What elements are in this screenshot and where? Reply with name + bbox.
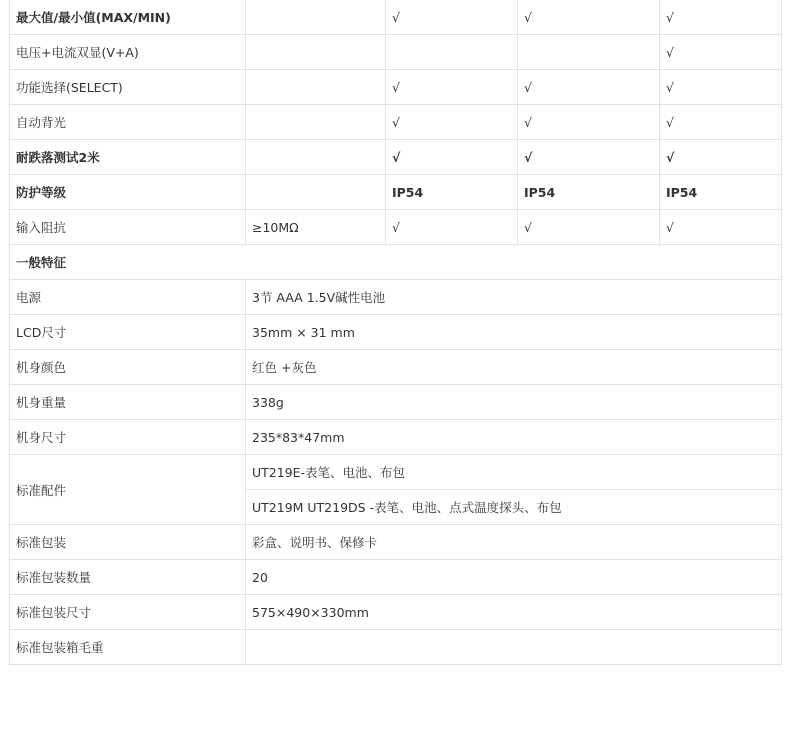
row-label: 电源 [10,280,246,315]
model-2-mark [518,35,660,70]
model-2-mark: √ [518,140,660,175]
row-value: 3节 AAA 1.5V碱性电池 [246,280,782,315]
row-label: 机身重量 [10,385,246,420]
row-value [246,175,386,210]
row-value: ≥10MΩ [246,210,386,245]
row-value [246,70,386,105]
row-value: 35mm × 31 mm [246,315,782,350]
row-label: 功能选择(SELECT) [10,70,246,105]
row-backlight [10,105,782,140]
row-label: 标准包装箱毛重 [10,630,246,665]
model-1-mark [386,35,518,70]
row-value: 235*83*47mm [246,420,782,455]
row-label: 输入阻抗 [10,210,246,245]
model-1-mark: √ [386,140,518,175]
model-3-mark: √ [660,140,782,175]
row-gross-weight [10,630,782,665]
model-1-mark: √ [386,70,518,105]
row-label: 电压+电流双显(V+A) [10,35,246,70]
row-packaging [10,525,782,560]
row-value [246,140,386,175]
row-value [246,630,782,665]
model-3-mark: √ [660,210,782,245]
model-1-mark: √ [386,210,518,245]
row-value [246,105,386,140]
row-dual-display [10,35,782,70]
row-label: 标准包装尺寸 [10,595,246,630]
row-drop-test [10,140,782,175]
row-size [10,420,782,455]
model-2-mark: √ [518,105,660,140]
spec-table [9,0,782,665]
model-3-mark: √ [660,105,782,140]
row-label: 防护等级 [10,175,246,210]
model-3-rating: IP54 [660,175,782,210]
row-pack-qty [10,560,782,595]
row-impedance [10,210,782,245]
row-label: LCD尺寸 [10,315,246,350]
row-value: 红色 +灰色 [246,350,782,385]
model-2-mark: √ [518,210,660,245]
model-1-mark: √ [386,105,518,140]
row-label: 机身颜色 [10,350,246,385]
row-label: 标准配件 [10,455,246,525]
model-2-mark: √ [518,70,660,105]
model-2-rating: IP54 [518,175,660,210]
row-value: 彩盒、说明书、保修卡 [246,525,782,560]
row-value: 338g [246,385,782,420]
row-value: 575×490×330mm [246,595,782,630]
row-accessories [10,455,782,490]
row-label: 自动背光 [10,105,246,140]
row-label: 耐跌落测试2米 [10,140,246,175]
model-1-mark: √ [386,0,518,35]
row-value: 20 [246,560,782,595]
model-3-mark: √ [660,0,782,35]
row-value: UT219M UT219DS -表笔、电池、点式温度探头、布包 [246,490,782,525]
section-heading: 一般特征 [10,245,782,280]
section-general [10,245,782,280]
row-select [10,70,782,105]
row-weight [10,385,782,420]
model-3-mark: √ [660,35,782,70]
row-label: 标准包装数量 [10,560,246,595]
row-label: 标准包装 [10,525,246,560]
row-pack-size [10,595,782,630]
row-power [10,280,782,315]
row-label: 最大值/最小值(MAX/MIN) [10,0,246,35]
model-2-mark: √ [518,0,660,35]
row-label: 机身尺寸 [10,420,246,455]
row-lcd [10,315,782,350]
row-max-min [10,0,782,35]
row-value [246,35,386,70]
row-protection [10,175,782,210]
row-value: UT219E-表笔、电池、布包 [246,455,782,490]
row-color [10,350,782,385]
model-1-rating: IP54 [386,175,518,210]
model-3-mark: √ [660,70,782,105]
row-value [246,0,386,35]
